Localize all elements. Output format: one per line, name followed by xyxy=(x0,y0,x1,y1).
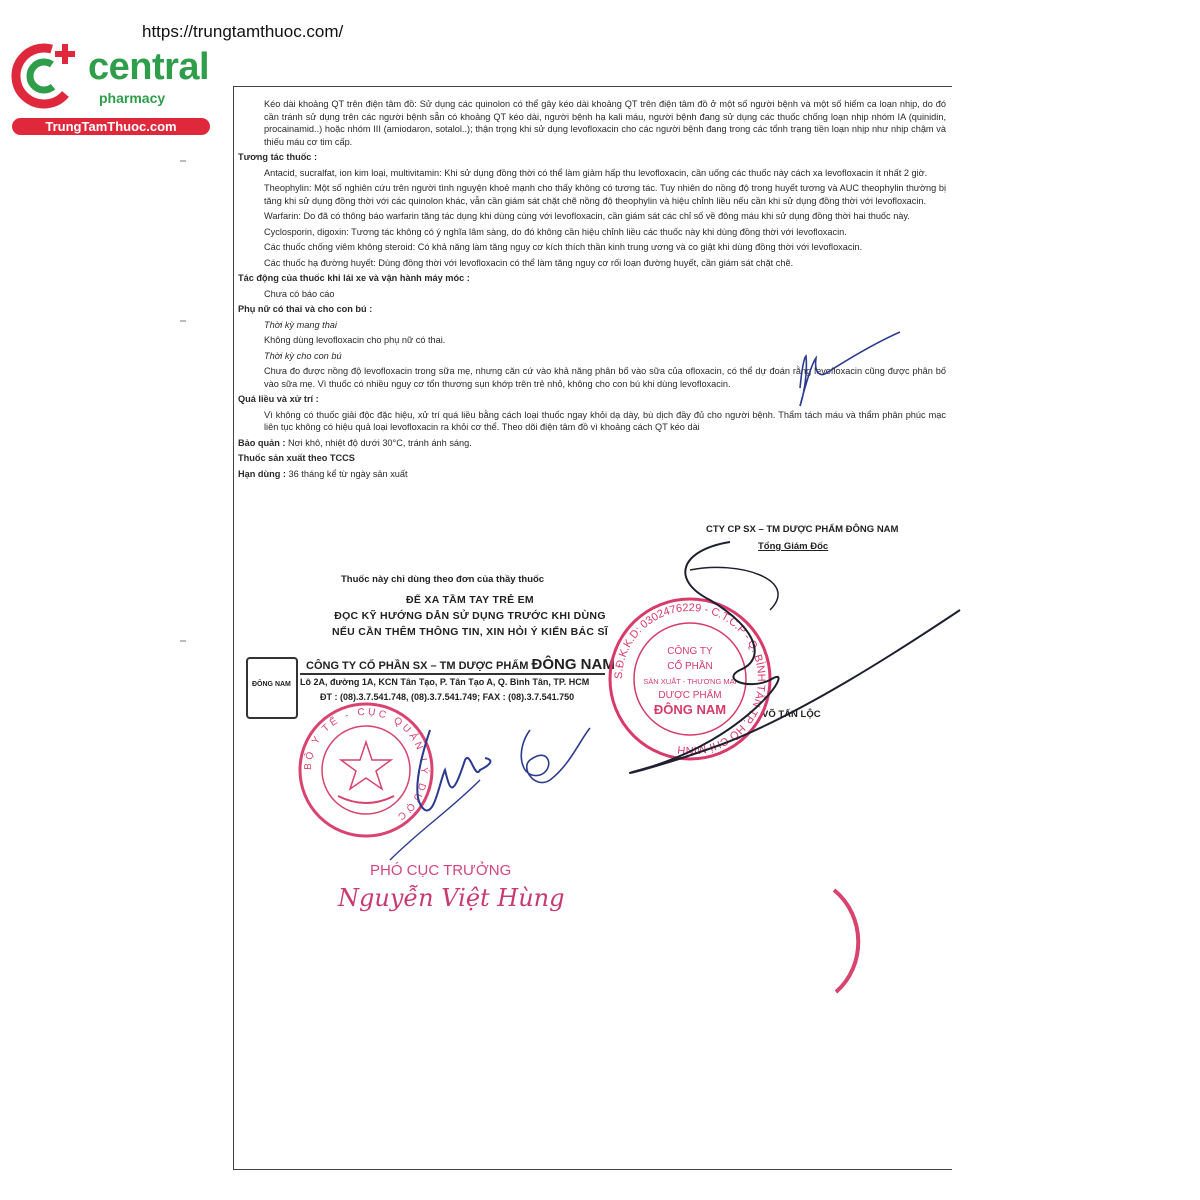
paragraph: Vì không có thuốc giải độc đặc hiệu, xử trí quá liều bằng cách loại thuốc ngay khỏi dạ dày, bù dịch đầy đủ cho người bệnh. Thẩm tách máu và thẩm phân phúc mạc liên tục không có hiệu quả loại levofloxacin ra khỏi cơ thể. Theo dõi điện tâm đồ vì khoảng cách QT kéo dài xyxy=(264,409,946,432)
subsection-label: Thời kỳ cho con bú xyxy=(264,350,342,361)
partial-seal-arc xyxy=(826,886,866,996)
paragraph: Chưa có báo cáo xyxy=(264,288,335,299)
warning-line: ĐỂ XA TẦM TAY TRẺ EM xyxy=(406,594,534,606)
paragraph: Không dùng levofloxacin cho phụ nữ có thai. xyxy=(264,335,446,345)
section-heading: Tác động của thuốc khi lái xe và vận hành máy móc : xyxy=(238,273,470,283)
ministry-seal xyxy=(296,700,436,840)
section-heading: Phụ nữ có thai và cho con bú : xyxy=(238,304,373,314)
warning-block xyxy=(320,592,620,640)
footer-phone: ĐT : (08).3.7.541.748, (08).3.7.541.749; FAX : (08).3.7.541.750 xyxy=(320,692,575,702)
watermark-url: https://trungtamthuoc.com/ xyxy=(142,22,344,41)
footer-company-brand: ĐÔNG NAM xyxy=(531,656,615,673)
warning-line: ĐỌC KỸ HƯỚNG DẪN SỬ DỤNG TRƯỚC KHI DÙNG xyxy=(334,610,606,622)
section-heading: Thuốc sản xuất theo TCCS xyxy=(238,453,355,463)
signer-name: VÕ TẤN LỘC xyxy=(762,709,821,720)
seal-line: DƯỢC PHẨM xyxy=(658,690,722,701)
scan-mark xyxy=(180,160,186,162)
logo-domain-bar: TrungTamThuoc.com xyxy=(12,118,210,135)
scan-mark xyxy=(180,640,186,642)
footer-divider xyxy=(300,673,605,675)
scan-mark xyxy=(180,320,186,322)
dong-nam-logo-text: ĐÔNG NAM xyxy=(252,681,291,688)
line-value: Nơi khô, nhiệt độ dưới 30°C, tránh ánh sáng. xyxy=(285,437,472,448)
paragraph: Kéo dài khoảng QT trên điện tâm đồ: Sử dụng các quinolon có thể gây kéo dài khoảng QT trên điện tâm đồ ở một số người bệnh và một số hiếm ca loạn nhịp, do đó cần tránh sử dụng trên các người bệnh sẵn có khoảng QT kéo dài, người bệnh hạ kali máu, người bệnh đang sử dụng các thuốc chống loạn nhịp nhóm IA (quinidin, procainamid..) hoặc nhóm III (amiodaron, sotalol..); thận trọng khi sử dụng levofloxacin cho các người bệnh đang trong các tổnh trạng tiền loạn nhịp như nhịp chậm và thiếu máu cơ tim cấp. xyxy=(264,99,946,147)
seal-line: SẢN XUẤT - THƯƠNG MẠI xyxy=(643,677,737,686)
paragraph: Chưa đo được nồng độ levofloxacin trong sữa mẹ, nhưng căn cứ vào khả năng phân bố vào sữa của ofloxacin, có thể dự đoán rằng levofloxacin cũng được phân bố vào sữa mẹ. Vì thuốc có nhiều nguy cơ tổn thương sụn khớp trên trẻ nhỏ, không cho con bú khi dùng levofloxacin. xyxy=(264,366,946,389)
ministry-seal-ring: BỘ Y TẾ - CỤC QUẢN LÝ DƯỢC xyxy=(302,706,430,824)
line-label: Hạn dùng : xyxy=(238,468,286,479)
central-pharmacy-logo-icon xyxy=(10,38,90,118)
paragraph: Các thuốc hạ đường huyết: Dùng đồng thời với levofloxacin có thể làm tăng nguy cơ rối loạn đường huyết, cần giám sát chặt chẽ. xyxy=(264,257,794,268)
paragraph: Warfarin: Do đã có thông báo warfarin tăng tác dụng khi dùng cùng với levofloxacin, cần giám sát các chỉ số về đông máu khi sử dụng đồng thời hai thuốc này. xyxy=(264,211,910,221)
paragraph: Antacid, sucralfat, ion kim loại, multivitamin: Khi sử dụng đồng thời có thể làm giảm hấp thu levofloxacin, cần uống các thuốc này cách xa levofloxacin ít nhất 2 giờ. xyxy=(264,167,928,178)
footer-company-name xyxy=(306,656,615,673)
company-seal-ring: S.Đ.K.K.D: 0302476229 - C.T.C.P - Q. BÌNH TÂN TP. HỒ CHÍ MINH xyxy=(612,601,768,757)
line-value: 36 tháng kể từ ngày sản xuất xyxy=(285,468,408,479)
section-heading: Quá liều và xử trí : xyxy=(238,394,319,404)
seal-line: CÔNG TY xyxy=(667,646,713,657)
subsection-label: Thời kỳ mang thai xyxy=(264,319,337,330)
footer-address: Lô 2A, đường 1A, KCN Tân Tạo, P. Tân Tạo A, Q. Bình Tân, TP. HCM xyxy=(300,677,590,687)
paragraph: Theophylin: Một số nghiên cứu trên người tình nguyện khoẻ mạnh cho thấy không có tương tác. Tuy nhiên do nồng độ trong huyết tương và AUC theophylin thường bị tăng khi sử dụng đồng thời với các quinolon khác, vẫn cần giám sát chặt chẽ nồng độ theophylin và hiệu chỉnh liều nếu cần khi sử dụng đồng thời với levofloxacin. xyxy=(264,183,946,206)
paragraph: Các thuốc chống viêm không steroid: Có khả năng làm tăng nguy cơ kích thích thần kinh trung ương và co giật khi dùng đồng thời với levofloxacin. xyxy=(264,242,863,252)
logo-wordmark: central xyxy=(88,46,210,88)
company-name-right: CTY CP SX – TM DƯỢC PHẨM ĐÔNG NAM xyxy=(706,524,899,535)
seal-line: ĐÔNG NAM xyxy=(653,702,727,717)
line-label: Bảo quản : xyxy=(238,437,286,448)
document-body xyxy=(238,98,946,483)
approver-title: PHÓ CỤC TRƯỞNG xyxy=(370,862,512,879)
prescription-note: Thuốc này chỉ dùng theo đơn của thầy thuốc xyxy=(341,574,545,585)
section-heading: Tương tác thuốc : xyxy=(238,152,318,162)
dong-nam-logo xyxy=(246,657,298,719)
labeled-line xyxy=(238,437,946,450)
company-seal xyxy=(605,594,775,764)
seal-line: CỔ PHẦN xyxy=(667,661,713,672)
director-title: Tổng Giám Đốc xyxy=(758,541,829,552)
labeled-line xyxy=(238,468,946,481)
footer-company-prefix: CÔNG TY CỔ PHẦN SX – TM DƯỢC PHẨM xyxy=(306,660,532,672)
central-pharmacy-logo xyxy=(10,38,220,138)
approver-name: Nguyễn Việt Hùng xyxy=(338,884,565,912)
logo-subtitle: pharmacy xyxy=(99,90,166,106)
paragraph: Cyclosporin, digoxin: Tương tác không có ý nghĩa lâm sàng, do đó không cần hiệu chỉnh liều các thuốc này khi dùng đồng thời với levofloxacin. xyxy=(264,226,847,237)
warning-line: NẾU CẦN THÊM THÔNG TIN, XIN HỎI Ý KIẾN BÁC SĨ xyxy=(331,626,608,638)
